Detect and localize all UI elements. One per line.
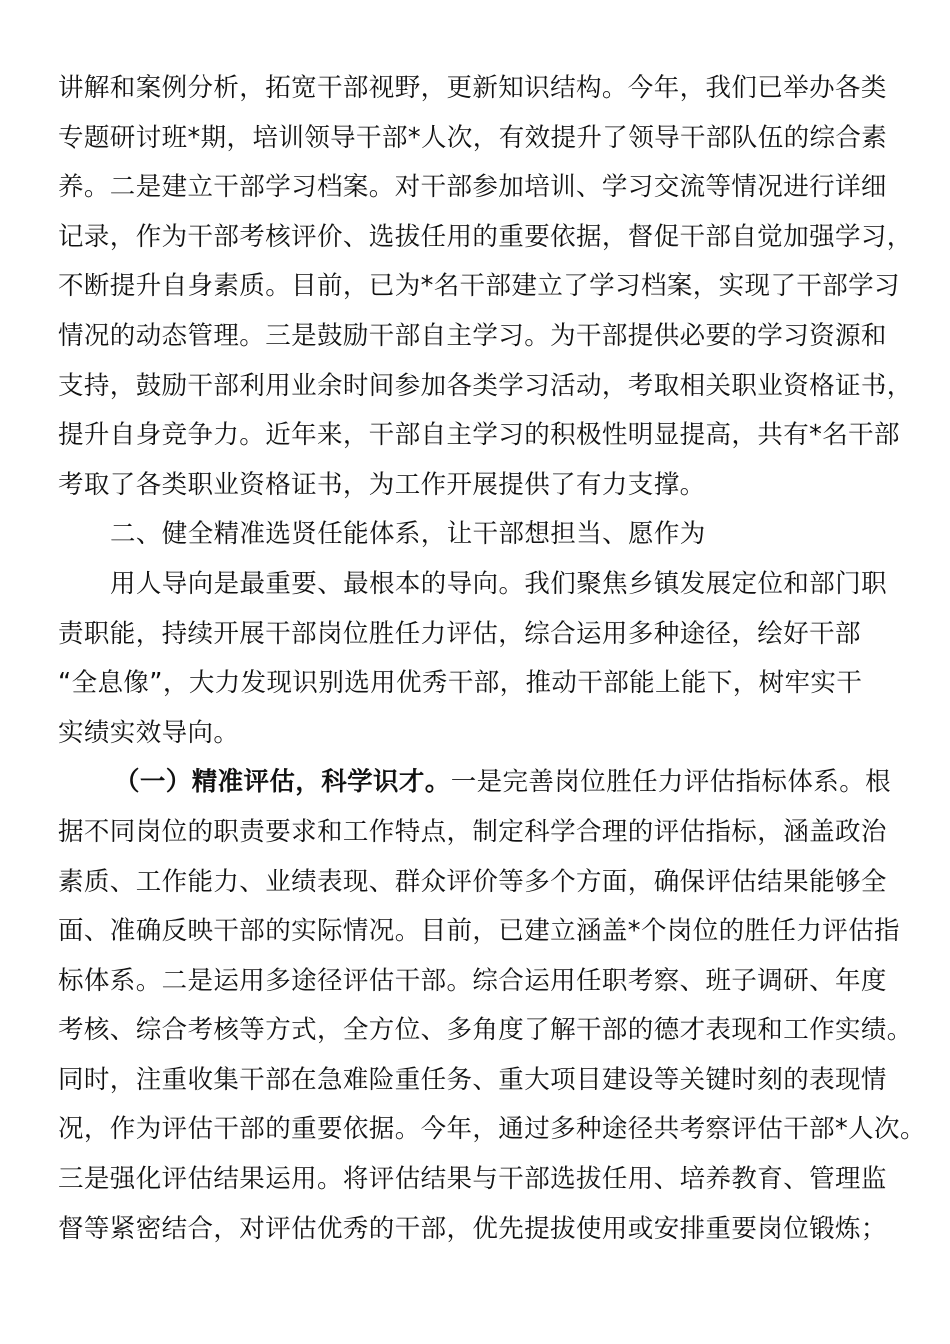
- text-line: 同时，注重收集干部在急难险重任务、重大项目建设等关键时刻的表现情: [58, 1064, 887, 1095]
- text-line: 提升自身竞争力。近年来，干部自主学习的积极性明显提高，共有*名干部: [58, 420, 900, 451]
- text-line: 用人导向是最重要、最根本的导向。我们聚焦乡镇发展定位和部门职: [110, 568, 888, 599]
- subsection-heading: （一）精准评估，科学识才。: [114, 767, 451, 798]
- text-line: 督等紧密结合，对评估优秀的干部，优先提拔使用或安排重要岗位锻炼；: [58, 1213, 887, 1244]
- text-line: 讲解和案例分析，拓宽干部视野，更新知识结构。今年，我们已举办各类: [58, 73, 887, 103]
- text-line: 标体系。二是运用多途径评估干部。综合运用任职考察、班子调研、年度: [58, 965, 887, 996]
- text-line: 考核、综合考核等方式，全方位、多角度了解干部的德才表现和工作实绩。: [58, 1015, 913, 1046]
- text-line: 养。二是建立干部学习档案。对干部参加培训、学习交流等情况进行详细: [58, 172, 887, 203]
- text-line: 不断提升自身素质。目前，已为*名干部建立了学习档案，实现了干部学习: [58, 271, 900, 302]
- text-line: 记录，作为干部考核评价、选拔任用的重要依据，督促干部自觉加强学习，: [58, 221, 913, 252]
- text-line: 况，作为评估干部的重要依据。今年，通过多种途径共考察评估干部*人次。: [58, 1114, 926, 1145]
- text-line: 实绩实效导向。: [58, 717, 240, 748]
- text-span: 一是完善岗位胜任力评估指标体系。根: [450, 767, 892, 798]
- section-heading: 二、健全精准选贤任能体系，让干部想担当、愿作为: [110, 519, 706, 550]
- text-line: 面、准确反映干部的实际情况。目前，已建立涵盖*个岗位的胜任力评估指: [58, 916, 900, 947]
- document-body: [58, 64, 926, 1254]
- subsection-first-line: [58, 758, 892, 808]
- text-line: 三是强化评估结果运用。将评估结果与干部选拔任用、培养教育、管理监: [58, 1164, 887, 1195]
- text-line: “全息像”，大力发现识别选用优秀干部，推动干部能上能下，树牢实干: [58, 668, 863, 699]
- text-line: 专题研讨班*期，培训领导干部*人次，有效提升了领导干部队伍的综合素: [58, 122, 888, 153]
- text-line: 支持，鼓励干部利用业余时间参加各类学习活动，考取相关职业资格证书，: [58, 370, 913, 401]
- text-line: 情况的动态管理。三是鼓励干部自主学习。为干部提供必要的学习资源和: [58, 320, 887, 351]
- text-line: 素质、工作能力、业绩表现、群众评价等多个方面，确保评估结果能够全: [58, 866, 887, 897]
- text-line: 考取了各类职业资格证书，为工作开展提供了有力支撑。: [58, 469, 706, 500]
- text-line: 责职能，持续开展干部岗位胜任力评估，综合运用多种途径，绘好干部: [58, 618, 861, 649]
- text-line: 据不同岗位的职责要求和工作特点，制定科学合理的评估指标，涵盖政治: [58, 816, 887, 847]
